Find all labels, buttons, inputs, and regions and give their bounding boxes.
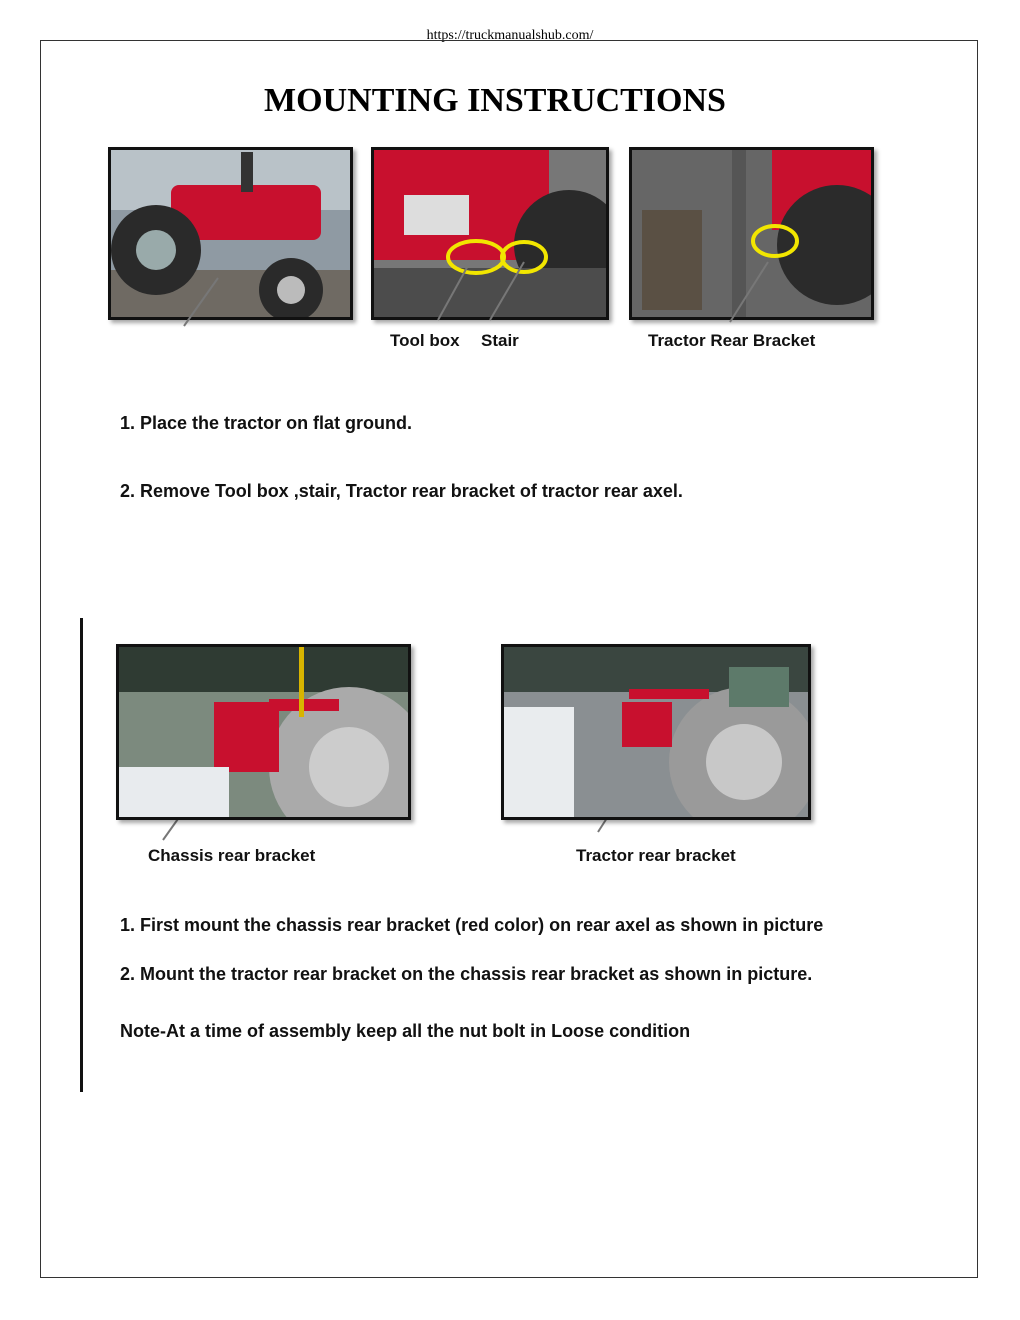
source-url[interactable]: https://truckmanualshub.com/ [426,28,594,43]
step-2-remove-parts: 2. Remove Tool box ,stair, Tractor rear bracket of tractor rear axel. [120,481,683,501]
rear-bracket-photo [629,147,874,320]
toolbox-stair-photo [371,147,609,320]
label-stair: Stair [481,331,519,350]
section-divider-bar [80,618,83,1092]
tractor-side-photo [108,147,353,320]
tractor-bracket-mounted-photo [501,644,811,820]
page-title: MOUNTING INSTRUCTIONS [264,82,726,119]
label-tractor-rear-bracket: Tractor Rear Bracket [648,331,816,350]
label-tractor-rear-bracket-2: Tractor rear bracket [576,846,736,865]
label-chassis-rear-bracket: Chassis rear bracket [148,846,316,865]
label-tool-box: Tool box [390,331,460,350]
step-1-place-tractor: 1. Place the tractor on flat ground. [120,413,413,433]
assembly-note: Note-At a time of assembly keep all the nut bolt in Loose condition [120,1021,691,1041]
step-1-mount-chassis-bracket: 1. First mount the chassis rear bracket (red color) on rear axel as shown in picture [120,915,824,935]
chassis-bracket-photo [116,644,411,820]
step-2-mount-tractor-bracket: 2. Mount the tractor rear bracket on the chassis rear bracket as shown in picture. [120,964,813,984]
